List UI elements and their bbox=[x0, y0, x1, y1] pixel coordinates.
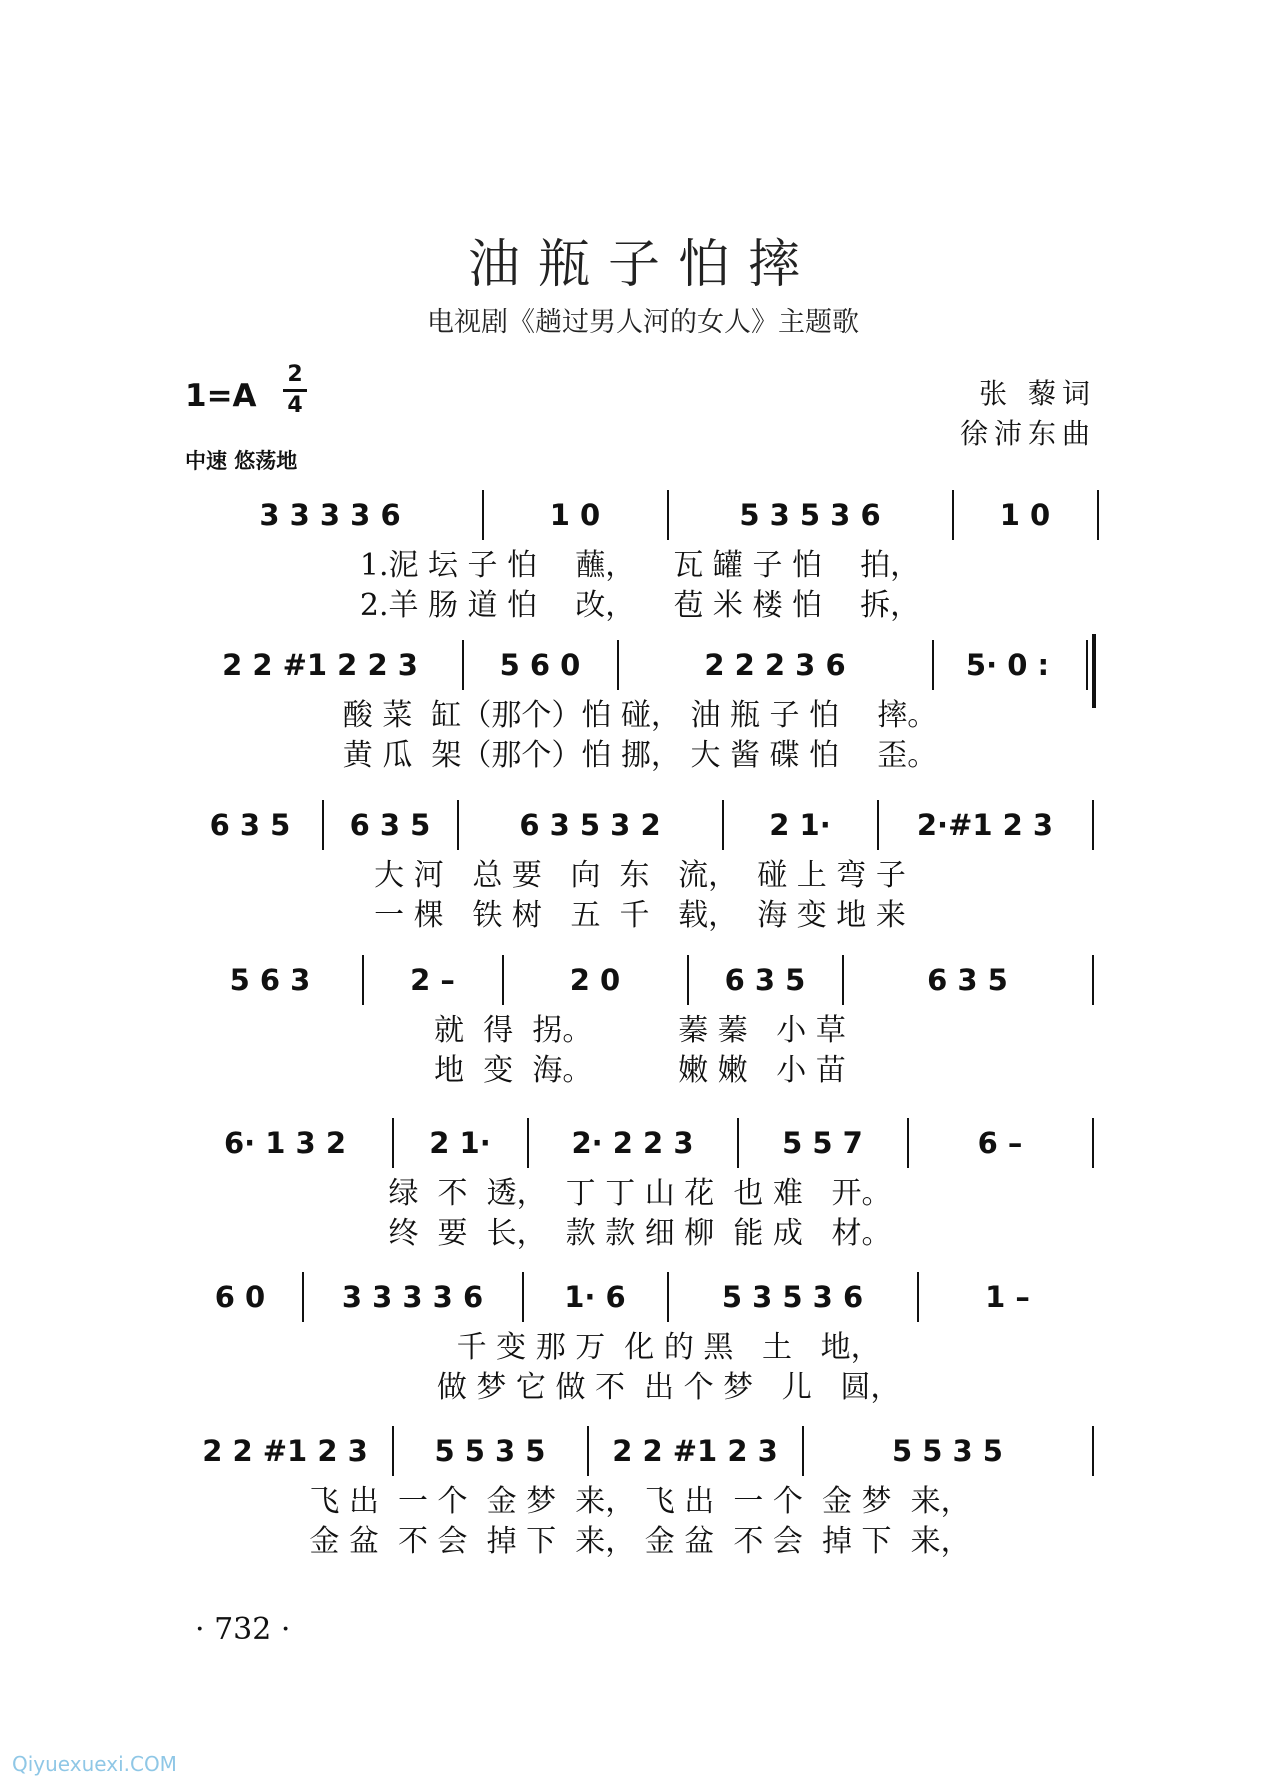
meter-top: 2 bbox=[287, 362, 303, 387]
barline bbox=[362, 955, 364, 1005]
barline bbox=[522, 1272, 524, 1322]
meter-bottom: 4 bbox=[287, 393, 303, 418]
barline bbox=[587, 1426, 589, 1476]
measure: 5· 0 : bbox=[965, 648, 1050, 682]
barline bbox=[1092, 955, 1094, 1005]
measure: 3 3 3 3 6 bbox=[341, 1280, 484, 1314]
measure: 2 2 #1 2 3 bbox=[612, 1434, 778, 1468]
lyrics-verse-2: 地 变 海。 嫩 嫩 小 苗 bbox=[434, 1053, 846, 1088]
barline bbox=[802, 1426, 804, 1476]
lyrics-verse-2: 2.羊 肠 道 怕 改， 苞 米 楼 怕 拆， bbox=[359, 588, 921, 623]
barline bbox=[907, 1118, 909, 1168]
page-number: · 732 · bbox=[195, 1612, 291, 1647]
notation-row bbox=[180, 955, 1100, 1005]
meter-divider bbox=[283, 389, 307, 392]
barline bbox=[667, 1272, 669, 1322]
barline bbox=[617, 640, 619, 690]
notation-row bbox=[180, 800, 1100, 850]
site-watermark: Qiyuexuexi.COM bbox=[12, 1752, 177, 1776]
score-system-2 bbox=[180, 640, 1100, 776]
measure: 2 – bbox=[410, 963, 455, 997]
notation-row bbox=[180, 1426, 1100, 1476]
lyrics-verse-1: 绿 不 透， 丁 丁 山 花 也 难 开。 bbox=[388, 1176, 892, 1211]
repeat-barline-thin bbox=[1086, 640, 1088, 690]
barline bbox=[322, 800, 324, 850]
barline bbox=[392, 1118, 394, 1168]
barline bbox=[687, 955, 689, 1005]
measure: 1· 6 bbox=[564, 1280, 626, 1314]
measure: 5 6 0 bbox=[499, 648, 581, 682]
barline bbox=[527, 1118, 529, 1168]
notation-row bbox=[180, 490, 1100, 540]
notation-row bbox=[180, 640, 1100, 690]
song-subtitle: 电视剧《趟过男人河的女人》主题歌 bbox=[427, 307, 859, 338]
measure: 6 3 5 bbox=[209, 808, 291, 842]
measure: 6· 1 3 2 bbox=[223, 1126, 347, 1160]
barline bbox=[462, 640, 464, 690]
barline bbox=[302, 1272, 304, 1322]
measure: 1 0 bbox=[999, 498, 1051, 532]
time-signature bbox=[283, 364, 307, 417]
measure: 1 0 bbox=[549, 498, 601, 532]
measure: 5 3 5 3 6 bbox=[721, 1280, 864, 1314]
measure: 6 0 bbox=[214, 1280, 266, 1314]
score-system-3 bbox=[180, 800, 1100, 936]
lyrics-verse-1: 千 变 那 万 化 的 黑 土 地， bbox=[399, 1330, 881, 1365]
key-signature: 1=A bbox=[185, 378, 257, 414]
barline bbox=[737, 1118, 739, 1168]
measure: 2·#1 2 3 bbox=[916, 808, 1054, 842]
measure: 2 2 #1 2 3 bbox=[202, 1434, 368, 1468]
measure: 6 3 5 3 2 bbox=[519, 808, 661, 842]
lyrics-verse-1: 飞 出 一 个 金 梦 来， 飞 出 一 个 金 梦 来， bbox=[309, 1484, 971, 1519]
lyrics-verse-2: 金 盆 不 会 掉 下 来， 金 盆 不 会 掉 下 来， bbox=[309, 1524, 971, 1559]
measure: 6 – bbox=[977, 1126, 1023, 1160]
lyrics-verse-2: 做 梦 它 做 不 出 个 梦 儿 圆， bbox=[379, 1370, 901, 1405]
score-system-7 bbox=[180, 1426, 1100, 1562]
score-system-5 bbox=[180, 1118, 1100, 1254]
barline bbox=[667, 490, 669, 540]
measure: 5 5 3 5 bbox=[434, 1434, 546, 1468]
barline bbox=[392, 1426, 394, 1476]
composer-credit: 徐沛东曲 bbox=[959, 417, 1096, 450]
song-title: 油瓶子怕摔 bbox=[467, 235, 818, 295]
measure: 3 3 3 3 6 bbox=[259, 498, 401, 532]
barline bbox=[1097, 490, 1099, 540]
score-system-1 bbox=[180, 490, 1100, 626]
measure: 5 6 3 bbox=[229, 963, 311, 997]
measure: 6 3 5 bbox=[349, 808, 431, 842]
barline bbox=[1092, 1118, 1094, 1168]
notation-row bbox=[180, 1118, 1100, 1168]
barline bbox=[917, 1272, 919, 1322]
lyrics-verse-1: 就 得 拐。 蓁 蓁 小 草 bbox=[434, 1013, 846, 1048]
measure: 5 5 7 bbox=[782, 1126, 863, 1160]
measure: 2· 2 2 3 bbox=[571, 1126, 694, 1160]
measure: 5 3 5 3 6 bbox=[739, 498, 881, 532]
measure: 2 1· bbox=[769, 808, 831, 842]
notation-row bbox=[180, 1272, 1100, 1322]
repeat-barline-thick bbox=[1092, 634, 1096, 708]
lyrics-verse-1: 酸 菜 缸（那个）怕 碰， 油 瓶 子 怕 摔。 bbox=[342, 698, 938, 733]
measure: 1 – bbox=[985, 1280, 1030, 1314]
barline bbox=[482, 490, 484, 540]
barline bbox=[877, 800, 879, 850]
score-system-4 bbox=[180, 955, 1100, 1091]
barline bbox=[722, 800, 724, 850]
barline bbox=[842, 955, 844, 1005]
barline bbox=[502, 955, 504, 1005]
lyricist-credit: 张 藜词 bbox=[979, 377, 1096, 410]
tempo-marking: 中速 悠荡地 bbox=[185, 449, 298, 473]
barline bbox=[1092, 800, 1094, 850]
barline bbox=[932, 640, 934, 690]
barline bbox=[1092, 1426, 1094, 1476]
barline bbox=[457, 800, 459, 850]
measure: 2 0 bbox=[569, 963, 621, 997]
score-system-6 bbox=[180, 1272, 1100, 1408]
measure: 2 2 #1 2 2 3 bbox=[222, 648, 418, 682]
lyrics-verse-2: 终 要 长， 款 款 细 柳 能 成 材。 bbox=[388, 1216, 892, 1251]
measure: 6 3 5 bbox=[927, 963, 1008, 997]
lyrics-verse-1: 1.泥 坛 子 怕 蘸， 瓦 罐 子 怕 拍， bbox=[359, 548, 921, 583]
measure: 6 3 5 bbox=[724, 963, 806, 997]
measure: 2 2 2 3 6 bbox=[704, 648, 846, 682]
measure: 2 1· bbox=[429, 1126, 491, 1160]
barline bbox=[952, 490, 954, 540]
lyrics-verse-1: 大 河 总 要 向 东 流， 碰 上 弯 子 bbox=[374, 858, 906, 893]
lyrics-verse-2: 黄 瓜 架（那个）怕 挪， 大 酱 碟 怕 歪。 bbox=[342, 738, 938, 773]
measure: 5 5 3 5 bbox=[891, 1434, 1003, 1468]
lyrics-verse-2: 一 棵 铁 树 五 千 载， 海 变 地 来 bbox=[374, 898, 906, 933]
